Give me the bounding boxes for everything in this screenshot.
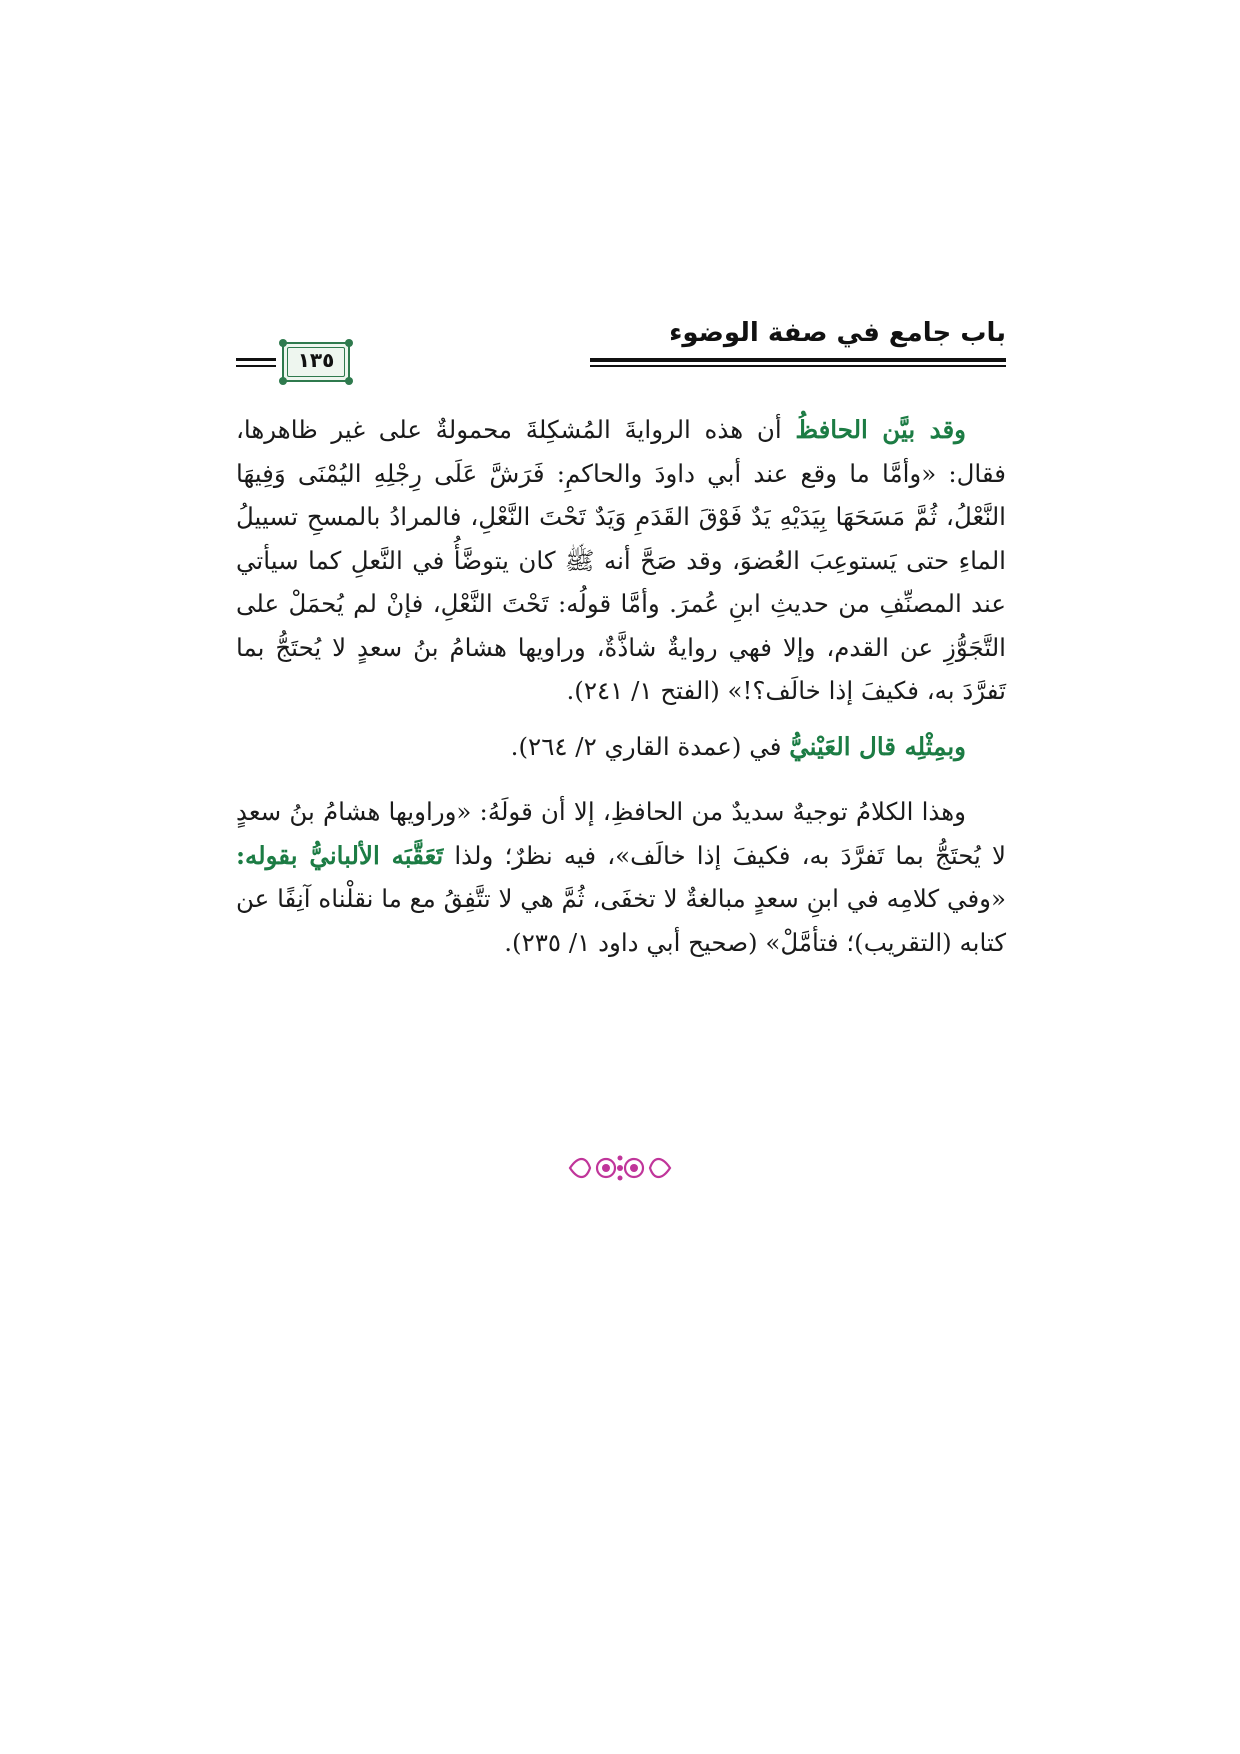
paragraph-3 xyxy=(236,790,1006,964)
paragraph-text: وهذا الكلامُ توجيهٌ سديدٌ من الحافظِ، إلا أن قولَهُ: «وراويها هشامُ بنُ سعدٍ لا يُحتَجُّ بما تَفرَّدَ به، فكيفَ إذا خالَف»، فيه نظرٌ؛ ولذا xyxy=(236,797,1006,870)
chapter-title: باب جامع في صفة الوضوء xyxy=(669,318,1006,348)
section-end-ornament-icon xyxy=(560,1150,680,1186)
highlight-speaker: وبمِثْلِه قال العَيْنيُّ xyxy=(789,731,966,761)
highlight-speaker: تَعَقَّبَه الألبانيُّ بقوله: xyxy=(236,840,444,870)
paragraph-text: «وفي كلامِه في ابنِ سعدٍ مبالغةٌ لا تخفَى، ثُمَّ هي لا تتَّفِقُ مع ما نقلْناه آنِفًا عن كتابه (التقريب)؛ فتأمَّلْ» (صحيح أبي داود ١/ ٢٣٥). xyxy=(236,884,1006,957)
paragraph-text: في (عمدة القاري ٢/ ٢٦٤). xyxy=(510,731,790,761)
page-number: ١٣٥ xyxy=(297,348,335,372)
page-number-badge xyxy=(282,342,350,382)
paragraph-2 xyxy=(236,725,1006,769)
header-rule-left xyxy=(236,358,276,367)
page-body xyxy=(236,408,1006,964)
paragraph-1 xyxy=(236,408,1006,713)
paragraph-text: أن هذه الروايةَ المُشكِلةَ محمولةٌ على غير ظاهرها، فقال: «وأمَّا ما وقع عند أبي داودَ والحاكمِ: فَرَشَّ عَلَى رِجْلِهِ اليُمْنَى وَفِيهَا النَّعْلُ، ثُمَّ مَسَحَهَا بِيَدَيْهِ يَدٌ فَوْقَ القَدَمِ وَيَدٌ تَحْتَ النَّعْلِ، فالمرادُ بالمسحِ تسييلُ الماءِ حتى يَستوعِبَ العُضوَ، وقد صَحَّ أنه ﷺ كان يتوضَّأُ في النَّعلِ كما سيأتي عند المصنِّفِ من حديثِ ابنِ عُمرَ. وأمَّا قولُه: تَحْتَ النَّعْلِ، فإنْ لم يُحمَلْ على التَّجَوُّزِ عن القدم، وإلا فهي روايةٌ شاذَّةٌ، وراويها هشامُ بنُ سعدٍ لا يُحتَجُّ بما تَفرَّدَ به، فكيفَ إذا خالَف؟!» (الفتح ١/ ٢٤١). xyxy=(236,415,1006,705)
header-rule-right xyxy=(590,358,1006,367)
highlight-speaker: وقد بيَّن الحافظُ xyxy=(795,415,966,444)
page-header xyxy=(236,318,1006,390)
